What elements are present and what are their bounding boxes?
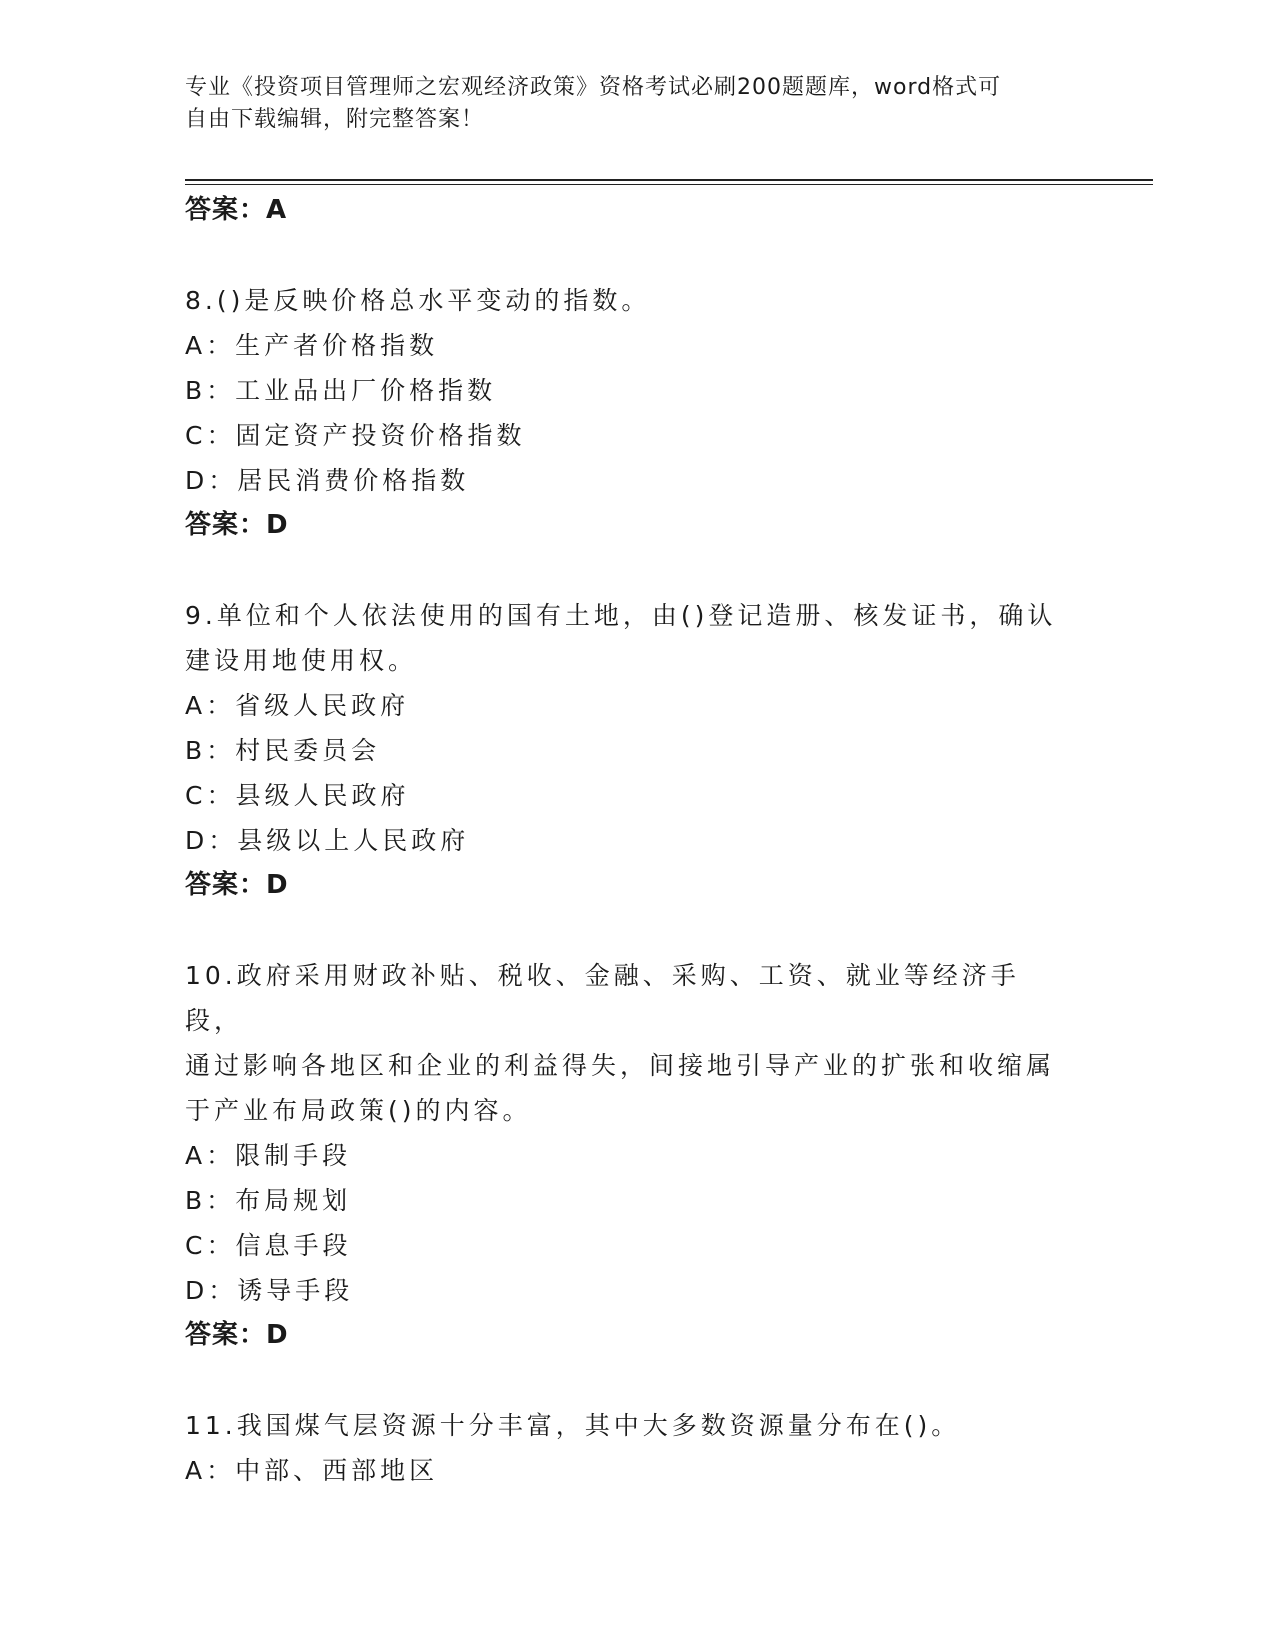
- question-text: 于产业布局政策()的内容。: [185, 1096, 532, 1125]
- header-divider-thin: [185, 184, 1153, 185]
- option-a: A：中部、西部地区: [185, 1456, 439, 1485]
- question-text: 建设用地使用权。: [185, 646, 418, 675]
- question-text: 9.单位和个人依法使用的国有土地，由()登记造册、核发证书，确认: [185, 601, 1057, 630]
- option-d: D：诱导手段: [185, 1276, 354, 1305]
- question-list: [185, 188, 1065, 1493]
- document-header: [185, 72, 1065, 136]
- option-a: A：限制手段: [185, 1141, 352, 1170]
- option-b: B：村民委员会: [185, 736, 381, 765]
- question-text: 8.()是反映价格总水平变动的指数。: [185, 286, 651, 315]
- question-text: 10.政府采用财政补贴、税收、金融、采购、工资、就业等经济手段，: [185, 961, 1020, 1035]
- header-line-2: 自由下载编辑，附完整答案！: [185, 107, 485, 132]
- option-b: B：工业品出厂价格指数: [185, 376, 497, 405]
- header-divider: [185, 179, 1153, 181]
- answer: 答案：D: [185, 510, 289, 540]
- answer: 答案：D: [185, 1320, 289, 1350]
- option-c: C：县级人民政府: [185, 781, 410, 810]
- question-11: [185, 1403, 1065, 1493]
- answer: 答案：D: [185, 870, 289, 900]
- question-9: [185, 593, 1065, 908]
- option-c: C：信息手段: [185, 1231, 352, 1260]
- question-text: 通过影响各地区和企业的利益得失，间接地引导产业的扩张和收缩属: [185, 1051, 1056, 1080]
- question-10: [185, 953, 1065, 1358]
- header-line-1: 专业《投资项目管理师之宏观经济政策》资格考试必刷200题题库，word格式可: [185, 75, 1002, 100]
- option-c: C：固定资产投资价格指数: [185, 421, 526, 450]
- option-a: A：省级人民政府: [185, 691, 410, 720]
- option-b: B：布局规划: [185, 1186, 352, 1215]
- option-a: A：生产者价格指数: [185, 331, 439, 360]
- option-d: D：居民消费价格指数: [185, 466, 470, 495]
- option-d: D：县级以上人民政府: [185, 826, 470, 855]
- previous-answer: 答案：A: [185, 195, 288, 225]
- question-text: 11.我国煤气层资源十分丰富，其中大多数资源量分布在()。: [185, 1411, 961, 1440]
- question-8: [185, 278, 1065, 548]
